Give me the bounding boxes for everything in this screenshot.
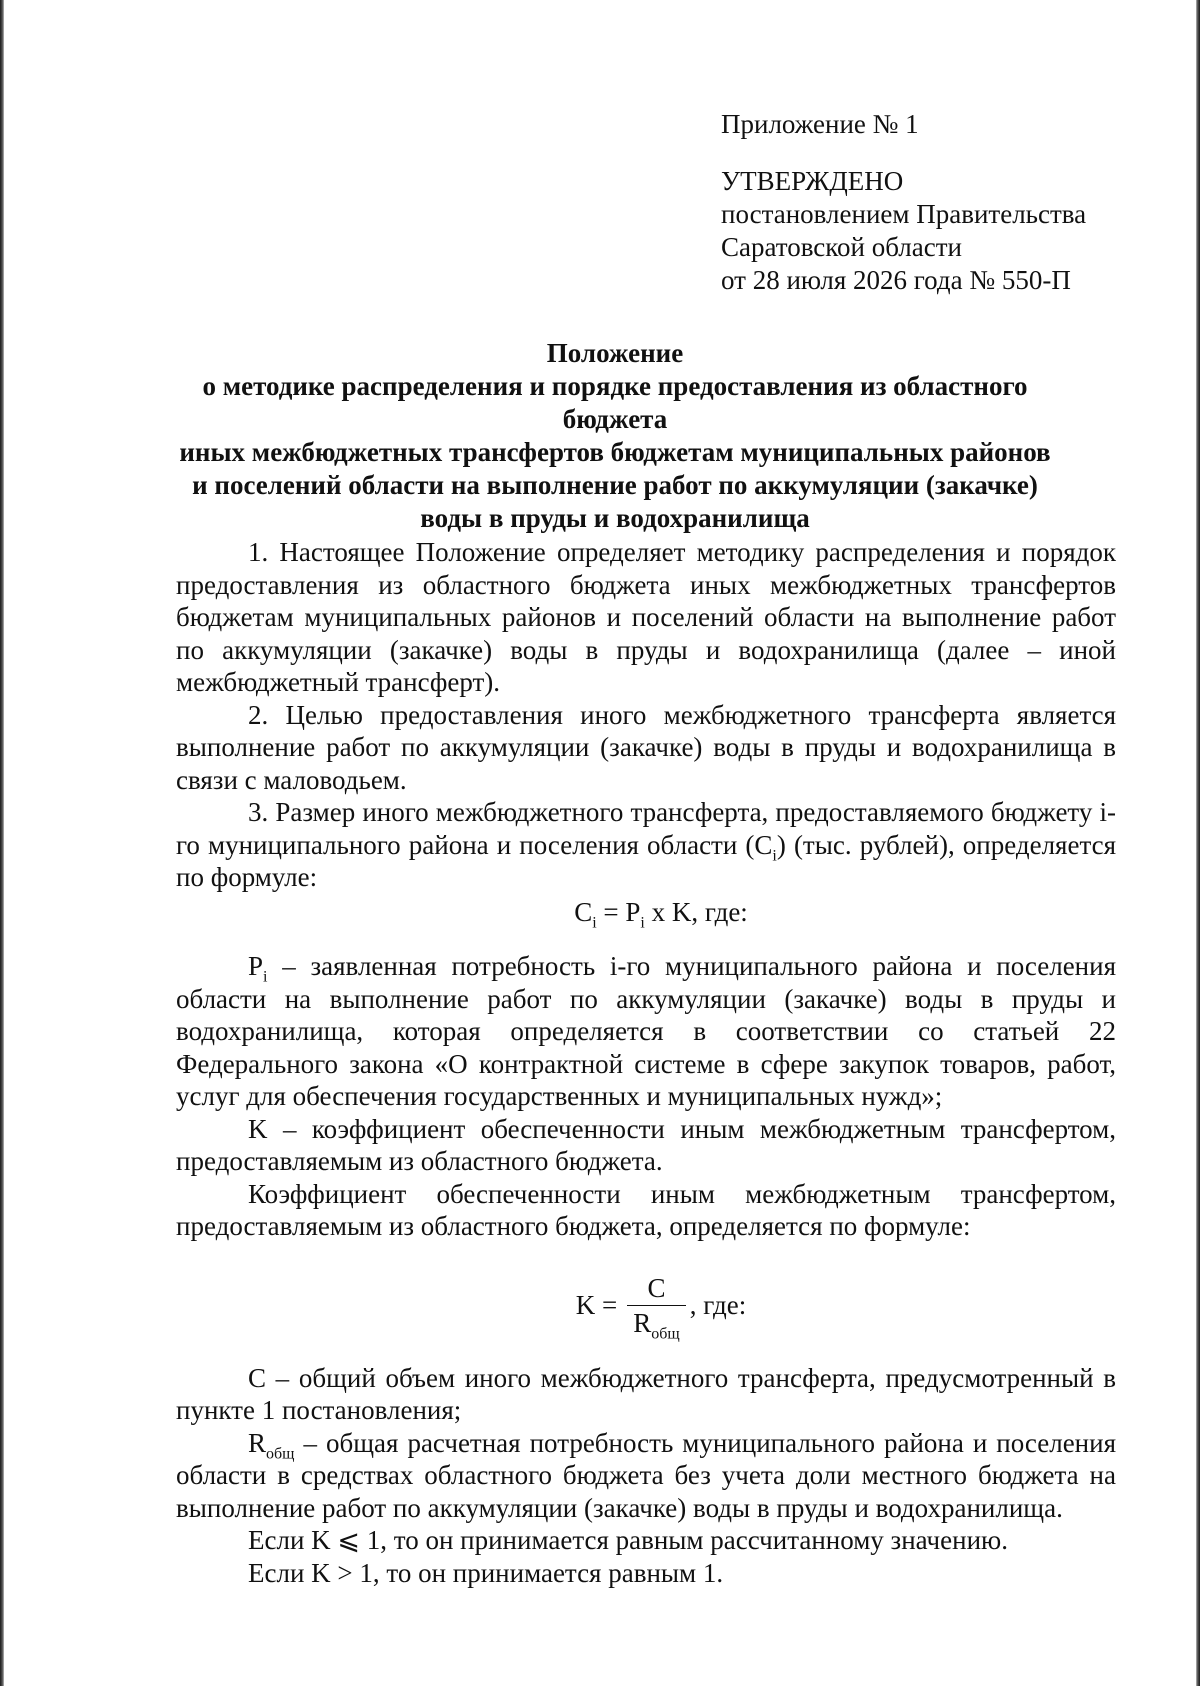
approved-label: УТВЕРЖДЕНО — [721, 166, 904, 196]
paragraph-coefficient: Коэффициент обеспеченности иным межбюджетным трансфертом, предоставляемым из областного бюджета, определяется по формуле: — [176, 1178, 1116, 1241]
scan-edge-left — [0, 0, 4, 1686]
paragraph-r-text: – общая расчетная потребность муниципального района и поселения области в средствах областного бюджета без учета доли местного бюджета на выполнение работ по аккумуляции (закачке) воды в пруды и водохранилища. — [176, 1427, 1116, 1523]
title-line-4: воды в пруды и водохранилища — [420, 503, 810, 533]
paragraph-pi — [176, 950, 1116, 1113]
paragraph-pi-symbol: P — [248, 951, 264, 981]
annex-label: Приложение № 1 — [721, 109, 919, 139]
approval-line-3: от 28 июля 2026 года № 550-П — [721, 265, 1071, 295]
paragraph-k: K – коэффициент обеспеченности иным межбюджетным трансфертом, предоставляемым из областного бюджета. — [176, 1113, 1116, 1176]
formula-k-rest: , где: — [689, 1289, 747, 1320]
paragraph-3-text-a: 3. Размер иного межбюджетного трансферта, предоставляемого бюджету i-го муниципального района и поселения области (C — [176, 797, 1116, 860]
approval-block — [721, 108, 1086, 297]
formula-k-numerator: C — [647, 1272, 666, 1303]
scan-edge-right — [1196, 0, 1200, 1686]
title-line-2: иных межбюджетных трансфертов бюджетам муниципальных районов — [179, 437, 1051, 467]
paragraph-pi-text: – заявленная потребность i-го муниципального района и поселения области на выполнение работ по аккумуляции (закачке) воды в пруды и водохранилища, которая определяется в соответствии со статьей 22 Федерального закона «О контрактной системе в сфере закупок товаров, работ, услуг для обеспечения государственных и муниципальных нужд»; — [176, 951, 1116, 1111]
formula-k-fraction — [627, 1271, 685, 1340]
formula-k-den-r: R — [633, 1307, 652, 1338]
title-line-3: и поселений области на выполнение работ по аккумуляции (закачке) — [192, 470, 1038, 500]
paragraph-3-subscript: i — [772, 846, 777, 864]
paragraph-3 — [176, 796, 1116, 894]
formula-ci-rest: x K, где: — [644, 896, 748, 927]
formula-ci-p-sub: i — [640, 913, 645, 931]
formula-k-denominator — [627, 1306, 685, 1340]
document-title — [150, 337, 1080, 535]
paragraph-1: 1. Настоящее Положение определяет методику распределения и порядок предоставления из областного бюджета иных межбюджетных трансфертов бюджетам муниципальных районов и поселений области на выполнение работ по аккумуляции (закачке) воды в пруды и водохранилища (далее – иной межбюджетный трансферт). — [176, 537, 1116, 697]
document-body — [176, 536, 1116, 1589]
formula-k-den-sub: общ — [651, 1324, 680, 1342]
formula-ci — [176, 896, 1116, 929]
paragraph-if-k-le-1: Если K ⩽ 1, то он принимается равным рассчитанному значению. — [248, 1525, 1008, 1555]
formula-k — [176, 1271, 1116, 1340]
paragraph-c: C – общий объем иного межбюджетного трансферта, предусмотренный в пункте 1 постановления; — [176, 1362, 1116, 1425]
approval-line-2: Саратовской области — [721, 232, 962, 262]
paragraph-r — [176, 1427, 1116, 1525]
paragraph-3-text-b: ) (тыс. рублей), определяется по формуле: — [176, 829, 1116, 892]
paragraph-r-subscript: общ — [266, 1444, 295, 1462]
title-line-1: о методике распределения и порядке предоставления из областного бюджета — [202, 371, 1028, 434]
approval-line-1: постановлением Правительства — [721, 199, 1087, 229]
paragraph-pi-subscript: i — [263, 968, 268, 986]
title-heading: Положение — [546, 338, 684, 368]
formula-ci-c: C — [574, 896, 593, 927]
formula-ci-c-sub: i — [592, 913, 597, 931]
paragraph-if-k-gt-1: Если K > 1, то он принимается равным 1. — [248, 1557, 724, 1588]
paragraph-r-symbol: R — [248, 1427, 267, 1458]
formula-ci-eq: = P — [596, 896, 641, 927]
formula-k-lhs: K = — [575, 1289, 618, 1320]
paragraph-2: 2. Целью предоставления иного межбюджетного трансферта является выполнение работ по аккумуляции (закачке) воды в пруды и водохранилища в связи с маловодьем. — [176, 699, 1116, 795]
